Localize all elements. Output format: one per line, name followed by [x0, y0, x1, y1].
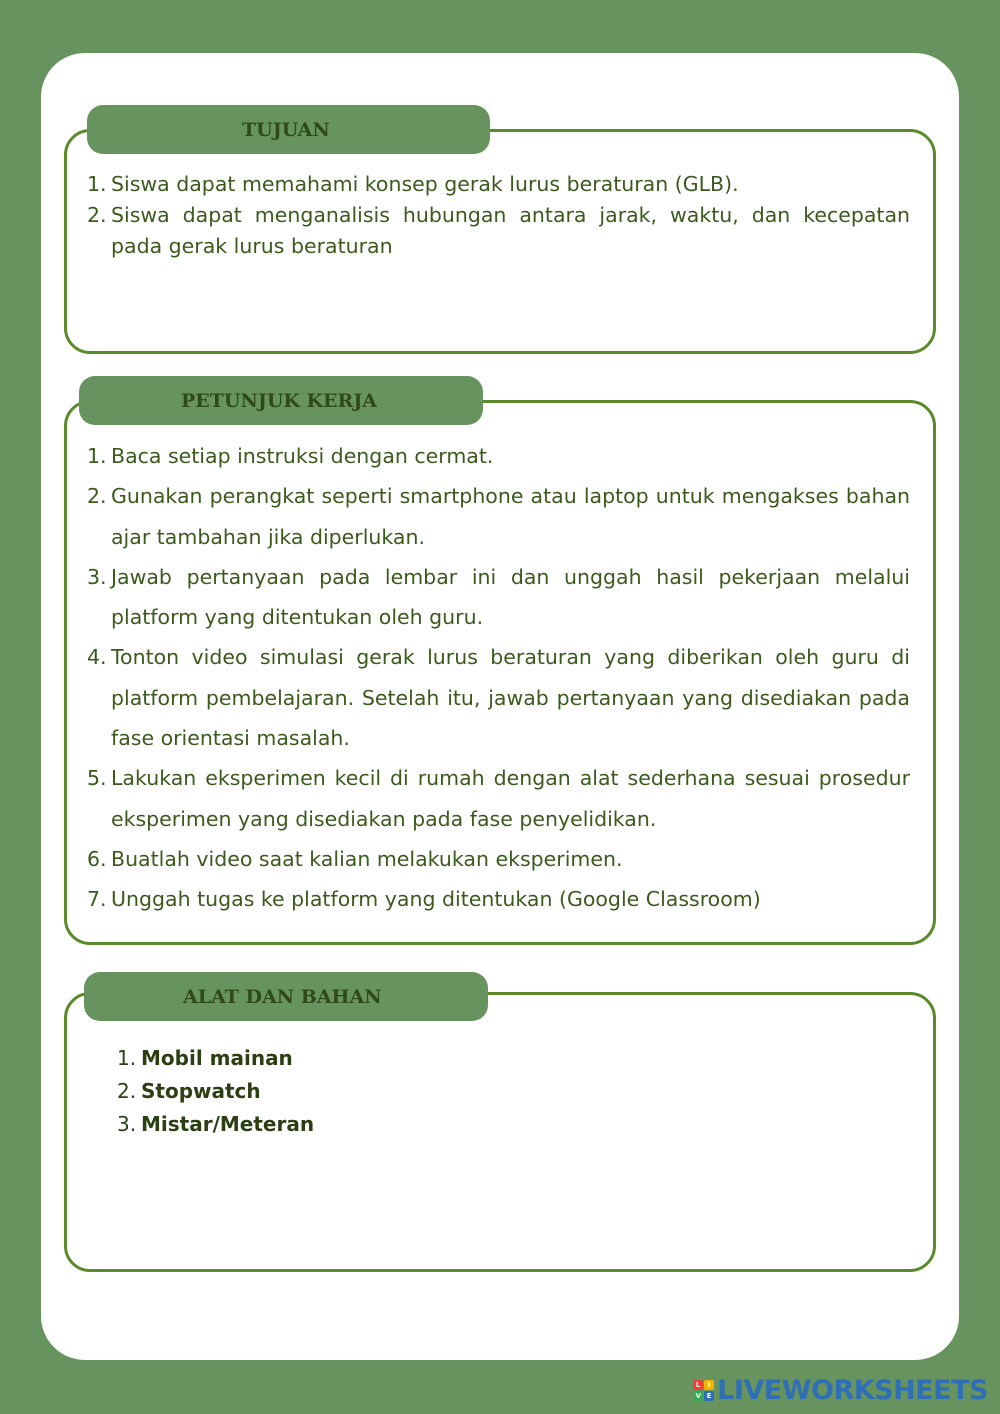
logo-tiles-icon: L I V E	[693, 1380, 714, 1401]
list-item: 5. Lakukan eksperimen kecil di rumah dengan alat sederhana sesuai prosedur eksperimen yang disediakan pada fase penyelidikan.	[87, 766, 910, 831]
list-item: 2. Stopwatch	[117, 1079, 261, 1103]
petunjuk-list	[87, 436, 910, 920]
petunjuk-title: PETUNJUK KERJA	[181, 390, 378, 412]
liveworksheets-logo[interactable]	[693, 1375, 988, 1406]
list-item: 2. Siswa dapat menganalisis hubungan antara jarak, waktu, dan kecepatan pada gerak lurus beraturan	[87, 203, 910, 258]
list-item: 1. Mobil mainan	[117, 1046, 293, 1070]
tujuan-header	[87, 105, 490, 154]
tujuan-title: TUJUAN	[242, 119, 330, 141]
list-item: 6. Buatlah video saat kalian melakukan eksperimen.	[87, 846, 623, 871]
alat-header	[84, 972, 488, 1021]
list-item: 3. Mistar/Meteran	[117, 1112, 315, 1136]
alat-title: ALAT DAN BAHAN	[183, 986, 382, 1008]
petunjuk-header	[79, 376, 483, 425]
logo-text: LIVEWORKSHEETS	[717, 1375, 988, 1406]
list-item: 7. Unggah tugas ke platform yang ditentukan (Google Classroom)	[87, 887, 761, 912]
list-item: 3. Jawab pertanyaan pada lembar ini dan unggah hasil pekerjaan melalui platform yang ditentukan oleh guru.	[87, 564, 910, 630]
alat-list	[117, 1042, 641, 1141]
tujuan-list	[87, 169, 910, 262]
list-item: 1. Baca setiap instruksi dengan cermat.	[87, 444, 494, 468]
list-item: 2. Gunakan perangkat seperti smartphone atau laptop untuk mengakses bahan ajar tambahan jika diperlukan.	[87, 484, 910, 549]
list-item: 4. Tonton video simulasi gerak lurus beraturan yang diberikan oleh guru di platform pembelajaran. Setelah itu, jawab pertanyaan yang disediakan pada fase orientasi masalah.	[87, 645, 910, 751]
list-item: 1. Siswa dapat memahami konsep gerak lurus beraturan (GLB).	[87, 172, 739, 196]
